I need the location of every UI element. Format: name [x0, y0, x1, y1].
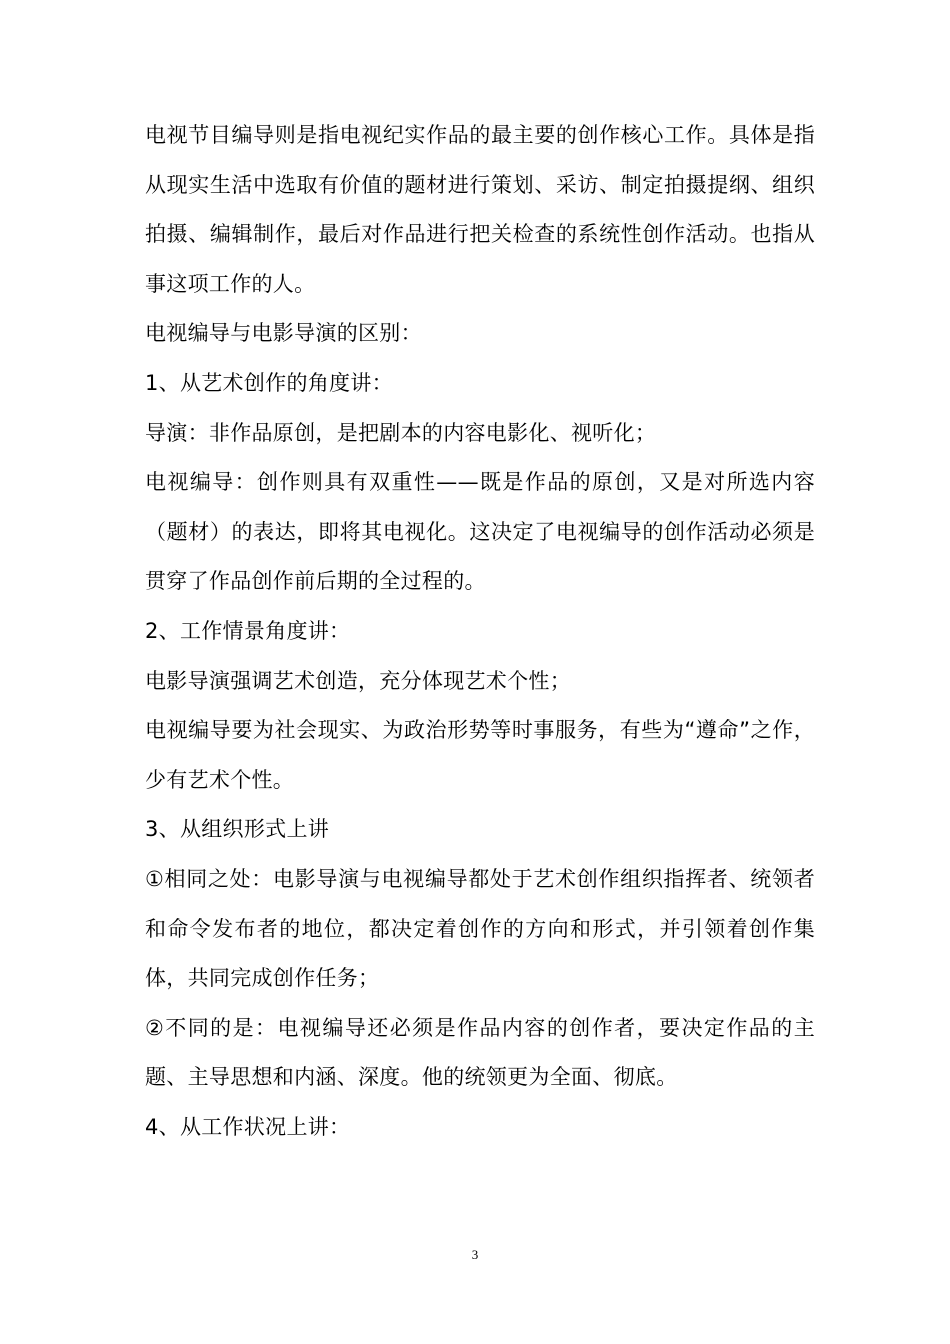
- document-body: [145, 111, 815, 1152]
- paragraph-point-2-heading: 2、工作情景角度讲：: [145, 618, 351, 643]
- paragraph-point-3-similarity: ①相同之处：电影导演与电视编导都处于艺术创作组织指挥者、统领者和命令发布者的地位，都决定着创作的方向和形式，并引领着创作集体，共同完成创作任务；: [145, 866, 815, 991]
- paragraph-point-4-heading: 4、从工作状况上讲：: [145, 1114, 351, 1139]
- paragraph-point-1-director: 导演：非作品原创，是把剧本的内容电影化、视听化；: [145, 420, 657, 445]
- paragraph-point-2-film: 电影导演强调艺术创造，充分体现艺术个性；: [145, 668, 571, 693]
- paragraph-section-heading: 电视编导与电影导演的区别：: [145, 321, 422, 346]
- paragraph-definition: 电视节目编导则是指电视纪实作品的最主要的创作核心工作。具体是指从现实生活中选取有价值的题材进行策划、采访、制定拍摄提纲、组织拍摄、编辑制作，最后对作品进行把关检查的系统性创作活动。也指从事这项工作的人。: [145, 123, 815, 296]
- paragraph-point-3-difference: ②不同的是：电视编导还必须是作品内容的创作者，要决定作品的主题、主导思想和内涵、深度。他的统领更为全面、彻底。: [145, 1015, 815, 1090]
- paragraph-point-1-tv-editor: 电视编导：创作则具有双重性——既是作品的原创，又是对所选内容（题材）的表达，即将其电视化。这决定了电视编导的创作活动必须是贯穿了作品创作前后期的全过程的。: [145, 470, 815, 594]
- paragraph-point-1-heading: 1、从艺术创作的角度讲：: [145, 370, 393, 395]
- paragraph-point-3-heading: 3、从组织形式上讲: [145, 817, 330, 842]
- paragraph-point-2-tv: 电视编导要为社会现实、为政治形势等时事服务，有些为“遵命”之作，少有艺术个性。: [145, 718, 815, 792]
- page-number: 3: [471, 1247, 479, 1262]
